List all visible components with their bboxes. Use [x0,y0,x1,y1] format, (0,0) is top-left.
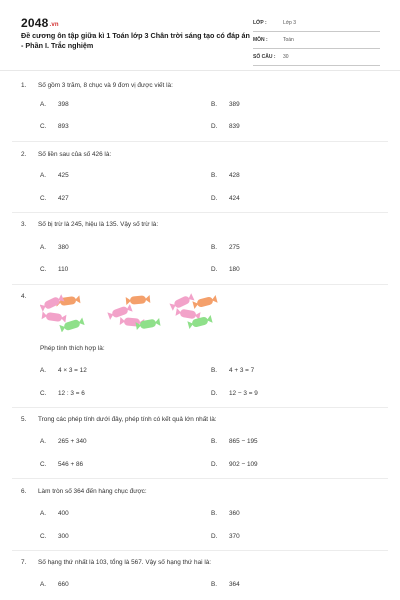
option-a[interactable] [40,172,69,179]
option-value: 364 [229,581,240,588]
question-text: Trong các phép tính dưới đây, phép tính có kết quả lớn nhất là: [38,416,217,423]
question-number: 4. [21,293,27,300]
option-a[interactable] [40,244,69,251]
option-b[interactable] [211,510,240,517]
option-c[interactable] [40,266,68,273]
option-value: 893 [58,123,69,130]
meta-value: Lớp 3 [283,20,297,26]
question-number: 6. [21,488,27,495]
document-title: Đề cương ôn tập giữa kì 1 Toán lớp 3 Chân trời sáng tạo có đáp án - Phần I. Trắc nghiệm [21,31,250,50]
meta-value: Toán [283,37,294,43]
option-value: 300 [58,533,69,540]
question-divider [12,284,388,285]
option-a[interactable] [40,367,87,374]
question-number: 5. [21,416,27,423]
option-a[interactable] [40,101,69,108]
option-letter: C. [40,461,47,468]
option-value: 398 [58,101,69,108]
option-letter: B. [211,367,218,374]
meta-label: SỐ CÂU : [253,54,276,60]
question-subtext: Phép tính thích hợp là: [40,345,105,352]
option-b[interactable] [211,101,240,108]
question-2 [21,151,111,158]
question-number: 1. [21,82,27,89]
option-letter: A. [40,438,47,445]
option-letter: C. [40,195,47,202]
meta-row-count [253,49,380,66]
meta-info [253,15,380,66]
option-a[interactable] [40,581,69,588]
option-value: 865 − 195 [229,438,258,445]
option-d[interactable] [211,390,258,397]
question-divider [12,141,388,142]
option-letter: B. [211,244,218,251]
option-d[interactable] [211,533,240,540]
question-text: Làm tròn số 364 đến hàng chục được: [38,488,147,495]
option-c[interactable] [40,195,69,202]
option-letter: B. [211,101,218,108]
question-number: 7. [21,559,27,566]
option-c[interactable] [40,533,69,540]
option-letter: C. [40,390,47,397]
option-d[interactable] [211,123,240,130]
option-letter: D. [211,266,218,273]
question-4 [21,293,38,300]
option-letter: A. [40,510,47,517]
option-letter: C. [40,266,47,273]
option-value: 425 [58,172,69,179]
option-value: 12 − 3 = 9 [229,390,258,397]
header [0,0,400,80]
question-3 [21,221,158,228]
option-letter: D. [211,533,218,540]
option-value: 389 [229,101,240,108]
option-letter: D. [211,461,218,468]
option-letter: A. [40,244,47,251]
question-divider [12,478,388,479]
question-1 [21,82,173,89]
option-value: 546 + 86 [58,461,84,468]
option-value: 4 × 3 = 12 [58,367,87,374]
option-value: 110 [58,266,69,273]
option-letter: A. [40,581,47,588]
option-b[interactable] [211,172,240,179]
option-d[interactable] [211,195,240,202]
option-letter: D. [211,123,218,130]
option-c[interactable] [40,461,83,468]
candy-group-3 [169,293,217,329]
option-value: 427 [58,195,69,202]
candy-group-2 [107,295,160,330]
option-letter: B. [211,510,218,517]
option-letter: B. [211,581,218,588]
option-b[interactable] [211,581,240,588]
meta-value: 30 [283,54,289,60]
option-value: 275 [229,244,240,251]
option-value: 660 [58,581,69,588]
option-letter: A. [40,172,47,179]
option-d[interactable] [211,266,240,273]
option-value: 180 [229,266,240,273]
candy-illustration [40,292,220,332]
option-b[interactable] [211,367,254,374]
option-c[interactable] [40,123,69,130]
candy-orange-icon [192,295,217,309]
meta-row-subject [253,32,380,49]
option-value: 370 [229,533,240,540]
option-a[interactable] [40,438,87,445]
option-value: 400 [58,510,69,517]
candy-group-1 [40,294,85,332]
question-number: 2. [21,151,27,158]
question-divider [12,212,388,213]
option-value: 424 [229,195,240,202]
candy-orange-icon [126,295,151,305]
question-text: Số gồm 3 trăm, 8 chục và 9 đơn vị được viết là: [38,82,173,89]
option-letter: D. [211,390,218,397]
meta-label: LỚP : [253,20,267,26]
option-letter: C. [40,533,47,540]
option-letter: A. [40,367,47,374]
option-value: 380 [58,244,69,251]
question-number: 3. [21,221,27,228]
option-a[interactable] [40,510,69,517]
option-b[interactable] [211,438,258,445]
option-b[interactable] [211,244,240,251]
question-divider [12,407,388,408]
option-letter: A. [40,101,47,108]
candy-pink-icon [169,293,194,310]
option-c[interactable] [40,390,85,397]
question-6 [21,488,147,495]
option-letter: B. [211,172,218,179]
option-letter: B. [211,438,218,445]
option-value: 902 − 109 [229,461,258,468]
meta-row-class [253,15,380,32]
option-value: 4 + 3 = 7 [229,367,255,374]
question-text: Số hạng thứ nhất là 103, tổng là 567. Vậy số hạng thứ hai là: [38,559,212,566]
candy-pink-icon [107,304,132,320]
header-divider [0,70,400,71]
site-logo[interactable]: 2048.vn [21,16,59,30]
option-value: 12 : 3 = 6 [58,390,85,397]
question-text: Số bị trừ là 245, hiệu là 135. Vậy số trừ là: [38,221,159,228]
option-letter: C. [40,123,47,130]
candy-pink-icon [175,308,200,320]
question-divider [12,550,388,551]
question-7 [21,559,211,566]
question-text: Số liền sau của số 426 là: [38,151,112,158]
option-value: 265 + 340 [58,438,87,445]
option-value: 839 [229,123,240,130]
option-d[interactable] [211,461,258,468]
question-5 [21,416,217,423]
option-value: 360 [229,510,240,517]
meta-label: MÔN : [253,37,268,43]
option-value: 428 [229,172,240,179]
option-letter: D. [211,195,218,202]
candy-pink-icon [42,311,67,322]
